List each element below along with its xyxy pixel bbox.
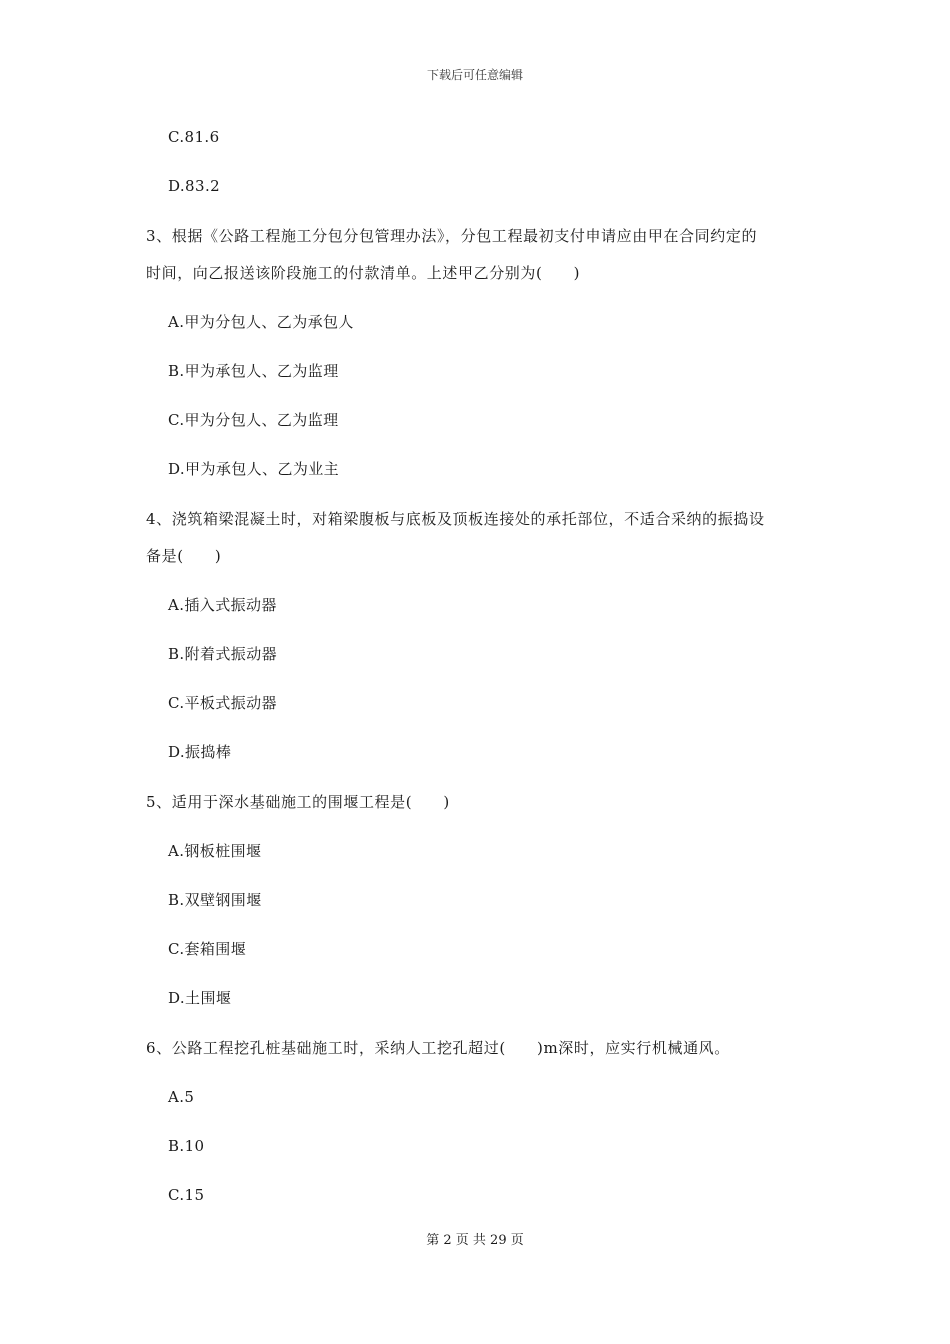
question-6-option-c: C.15: [168, 1186, 205, 1204]
question-4-option-b: B.附着式振动器: [168, 645, 277, 663]
question-4-option-d: D.振捣棒: [168, 743, 232, 761]
page-number-footer: 第 2 页 共 29 页: [426, 1233, 524, 1248]
question-6-option-a: A.5: [168, 1088, 195, 1106]
question-4-line-1: 4、浇筑箱梁混凝土时，对箱梁腹板与底板及顶板连接处的承托部位，不适合采纳的振捣设: [146, 510, 765, 528]
question-6-option-b: B.10: [168, 1137, 205, 1155]
option-d-prev: D.83.2: [168, 177, 221, 195]
question-5-option-a: A.钢板桩围堰: [168, 842, 262, 860]
question-6: 6、公路工程挖孔桩基础施工时，采纳人工挖孔超过( )m深时，应实行机械通风。: [146, 1039, 730, 1057]
question-5-option-b: B.双壁钢围堰: [168, 891, 262, 909]
question-3-option-b: B.甲为承包人、乙为监理: [168, 362, 339, 380]
question-4-line-2: 备是( ): [146, 547, 222, 565]
option-c-prev: C.81.6: [168, 128, 220, 146]
page-header-note: 下载后可任意编辑: [426, 68, 523, 82]
question-3-line-2: 时间，向乙报送该阶段施工的付款清单。上述甲乙分别为( ): [146, 264, 581, 282]
question-3-option-a: A.甲为分包人、乙为承包人: [168, 313, 354, 331]
question-4-option-c: C.平板式振动器: [168, 694, 277, 712]
question-5-option-c: C.套箱围堰: [168, 940, 247, 958]
question-4-option-a: A.插入式振动器: [168, 596, 277, 614]
question-5-option-d: D.土围堰: [168, 989, 232, 1007]
question-3-option-d: D.甲为承包人、乙为业主: [168, 460, 340, 478]
question-3-option-c: C.甲为分包人、乙为监理: [168, 411, 339, 429]
question-3-line-1: 3、根据《公路工程施工分包分包管理办法》，分包工程最初支付申请应由甲在合同约定的: [146, 227, 758, 245]
question-5: 5、适用于深水基础施工的围堰工程是( ): [146, 793, 450, 811]
